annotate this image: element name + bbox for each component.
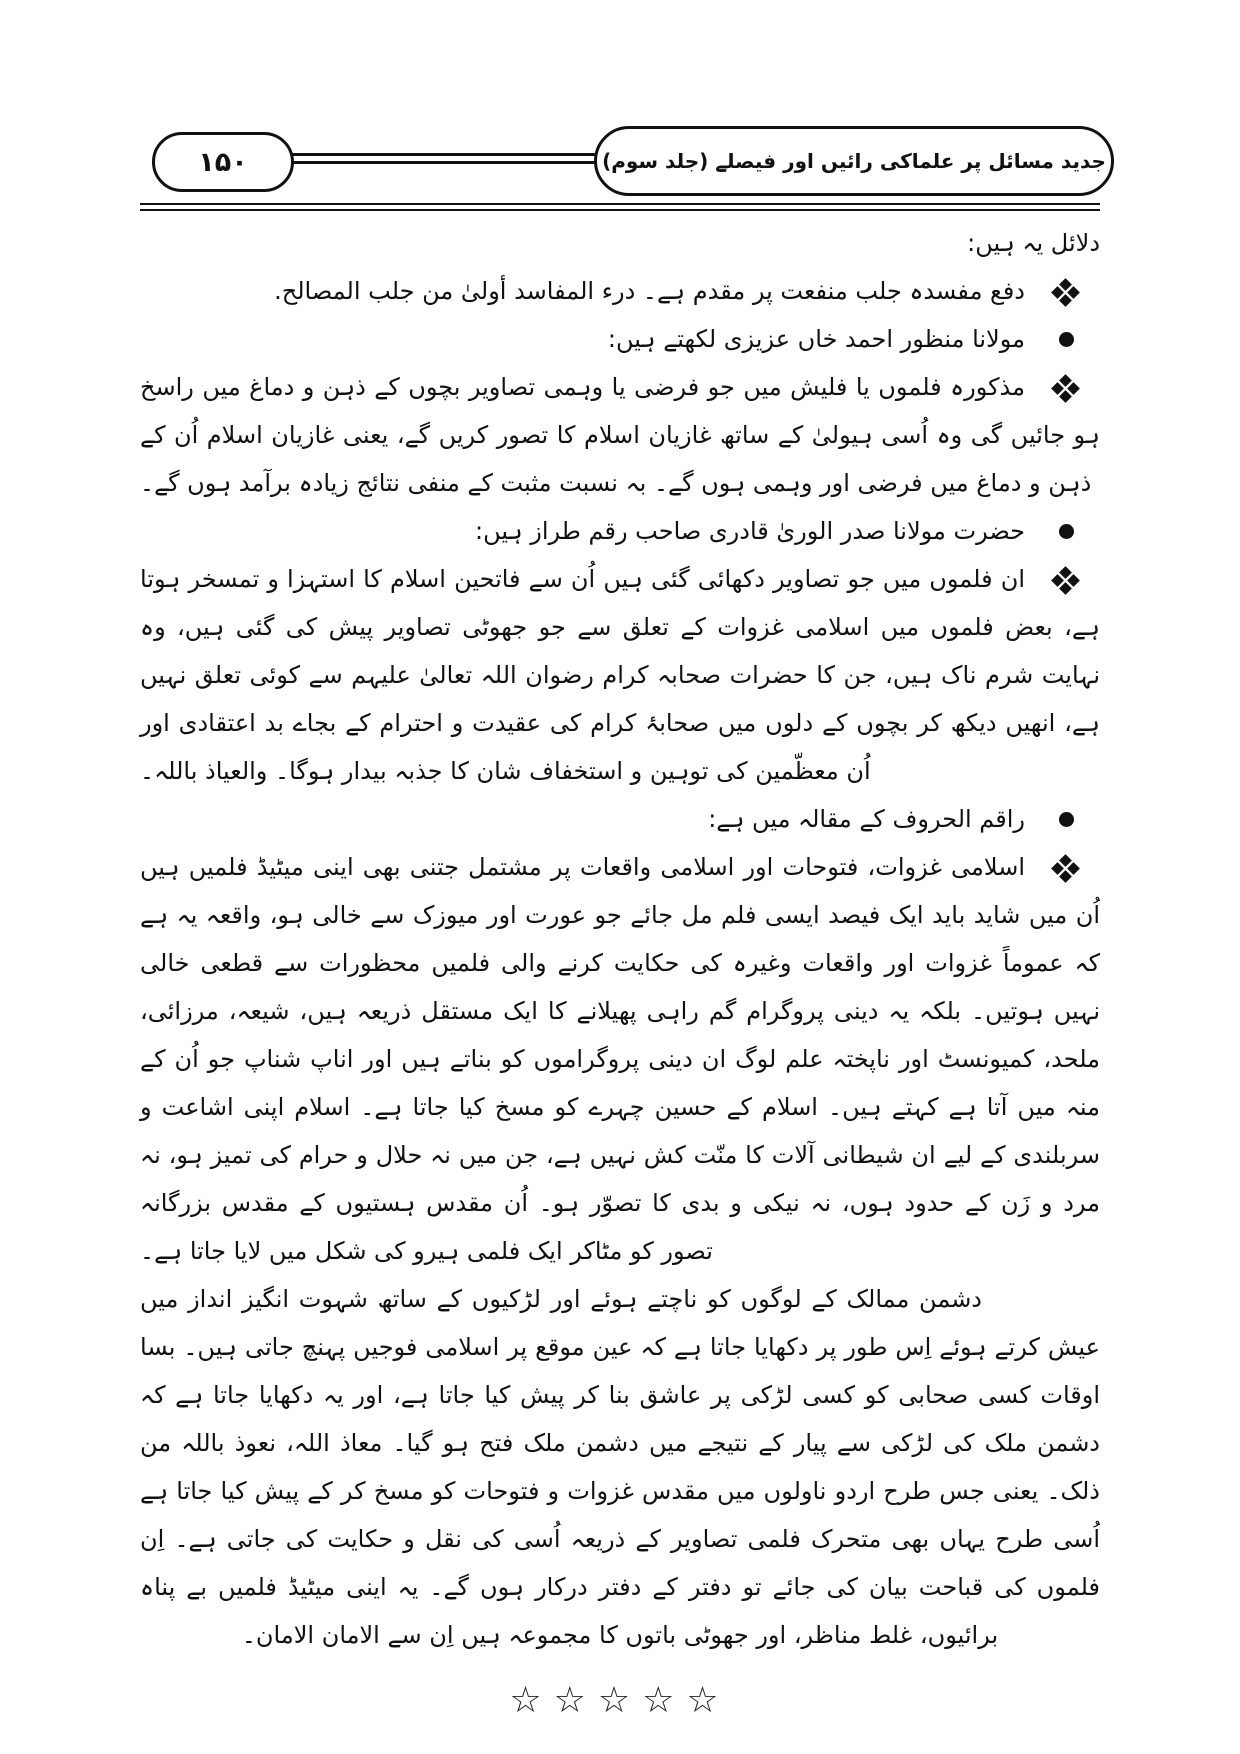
list-item <box>140 555 1100 795</box>
page-header <box>140 126 1106 198</box>
book-title-badge <box>594 126 1114 196</box>
list-item-text: دفع مفسدہ جلب منفعت پر مقدم ہے۔ درء المفاسد أولیٰ من جلب المصالح. <box>274 277 1025 305</box>
diamond-bullet-icon <box>1053 376 1078 401</box>
list-item <box>140 363 1100 507</box>
diamond-bullet-icon <box>1053 856 1078 881</box>
list-item <box>140 267 1100 315</box>
dot-bullet-icon <box>1059 332 1074 347</box>
end-ornament-stars: ☆☆☆☆☆ <box>509 1680 731 1721</box>
page-body <box>140 219 1100 1725</box>
list-item <box>140 795 1100 843</box>
list-item-text: راقم الحروف کے مقالہ میں ہے: <box>708 805 1025 833</box>
book-title: جدید مسائل پر علماکی رائیں اور فیصلے (جلد سوم) <box>602 149 1106 173</box>
dot-bullet-icon <box>1059 812 1074 827</box>
list-item <box>140 843 1100 1275</box>
list-item-text: حضرت مولانا صدر الوریٰ قادری صاحب رقم طراز ہیں: <box>474 517 1025 545</box>
dot-bullet-icon <box>1059 524 1074 539</box>
list-item-text: مولانا منظور احمد خاں عزیزی لکھتے ہیں: <box>607 325 1025 353</box>
page-number: ۱۵۰ <box>198 146 248 178</box>
diamond-bullet-icon <box>1053 568 1078 593</box>
list-item <box>140 315 1100 363</box>
list-item-text: مذکورہ فلموں یا فلیش میں جو فرضی یا وہمی تصاویر بچوں کے ذہن و دماغ میں راسخ ہو جائیں گی وہ اُسی ہیولیٰ کے ساتھ غازیان اسلام کا تصور کریں گے، یعنی غازیان اسلام اُن کے ذہن و دماغ میں فرضی اور وہمی ہوں گے۔ بہ نسبت مثبت کے منفی نتائج زیادہ برآمد ہوں گے۔ <box>140 373 1100 497</box>
intro-line: دلائل یہ ہیں: <box>967 229 1100 257</box>
diamond-bullet-icon <box>1053 280 1078 305</box>
list-item-text: اسلامی غزوات، فتوحات اور اسلامی واقعات پر مشتمل جتنی بھی اینی میٹیڈ فلمیں ہیں اُن میں شاید باید ایک فیصد ایسی فلم مل جائے جو عورت اور میوزک سے خالی ہو، واقعہ یہ ہے کہ عموماً غزوات اور واقعات وغیرہ کی حکایت کرنے والی فلمیں محظورات سے قطعی خالی نہیں ہوتیں۔ بلکہ یہ دینی پروگرام گم راہی پھیلانے کا ایک مستقل ذریعہ ہیں، شیعہ، مرزائی، ملحد، کمیونسٹ اور ناپختہ علم لوگ ان دینی پروگراموں کو بناتے ہیں اور اناپ شناپ جو اُن کے منہ میں آتا ہے کہتے ہیں۔ اسلام کے حسین چہرے کو مسخ کیا جاتا ہے۔ اسلام اپنی اشاعت و سربلندی کے لیے ان شیطانی آلات کا منّت کش نہیں ہے، جن میں نہ حلال و حرام کی تمیز ہو، نہ مرد و زَن کے حدود ہوں، نہ نیکی و بدی کا تصوّر ہو۔ اُن مقدس ہستیوں کے مقدس بزرگانہ تصور کو مٹاکر ایک فلمی ہیرو کی شکل میں لایا جاتا ہے۔ <box>140 853 1100 1265</box>
closing-paragraph: دشمن ممالک کے لوگوں کو ناچتے ہوئے اور لڑکیوں کے ساتھ شہوت انگیز انداز میں عیش کرتے ہوئے اِس طور پر دکھایا جاتا ہے کہ عین موقع پر اسلامی فوجیں پہنچ جاتی ہیں۔ بسا اوقات کسی صحابی کو کسی لڑکی پر عاشق بنا کر پیش کیا جاتا ہے، اور یہ دکھایا جاتا ہے کہ دشمن ملک کی لڑکی سے پیار کے نتیجے میں دشمن ملک فتح ہو گیا۔ معاذ اللہ، نعوذ باللہ من ذلک۔ یعنی جس طرح اردو ناولوں میں مقدس غزوات و فتوحات کو مسخ کر کے پیش کیا جاتا ہے اُسی طرح یہاں بھی متحرک فلمی تصاویر کے ذریعہ اُسی کی نقل و حکایت کی جاتی ہے۔ اِن فلموں کی قباحت بیان کی جائے تو دفتر کے دفتر درکار ہوں گے۔ یہ اینی میٹیڈ فلمیں بے پناہ برائیوں، غلط مناظر، اور جھوٹی باتوں کا مجموعہ ہیں اِن سے الامان الامان۔ <box>140 1285 1100 1649</box>
header-divider-rule <box>140 203 1100 211</box>
list-item <box>140 507 1100 555</box>
list-item-text: ان فلموں میں جو تصاویر دکھائی گئی ہیں اُن سے فاتحین اسلام کا استہزا و تمسخر ہوتا ہے، بعض فلموں میں اسلامی غزوات کے تعلق سے جو جھوٹی تصاویر پیش کی گئی ہیں، وہ نہایت شرم ناک ہیں، جن کا حضرات صحابہ کرام رضوان اللہ تعالیٰ علیہم سے کوئی تعلق نہیں ہے، انھیں دیکھ کر بچوں کے دلوں میں صحابۂ کرام کی عقیدت و احترام کے بجاے بد اعتقادی اور اُن معظّمین کی توہین و استخفاف شان کا جذبہ بیدار ہوگا۔ والعیاذ باللہ۔ <box>140 565 1100 785</box>
page-number-badge <box>152 132 294 192</box>
